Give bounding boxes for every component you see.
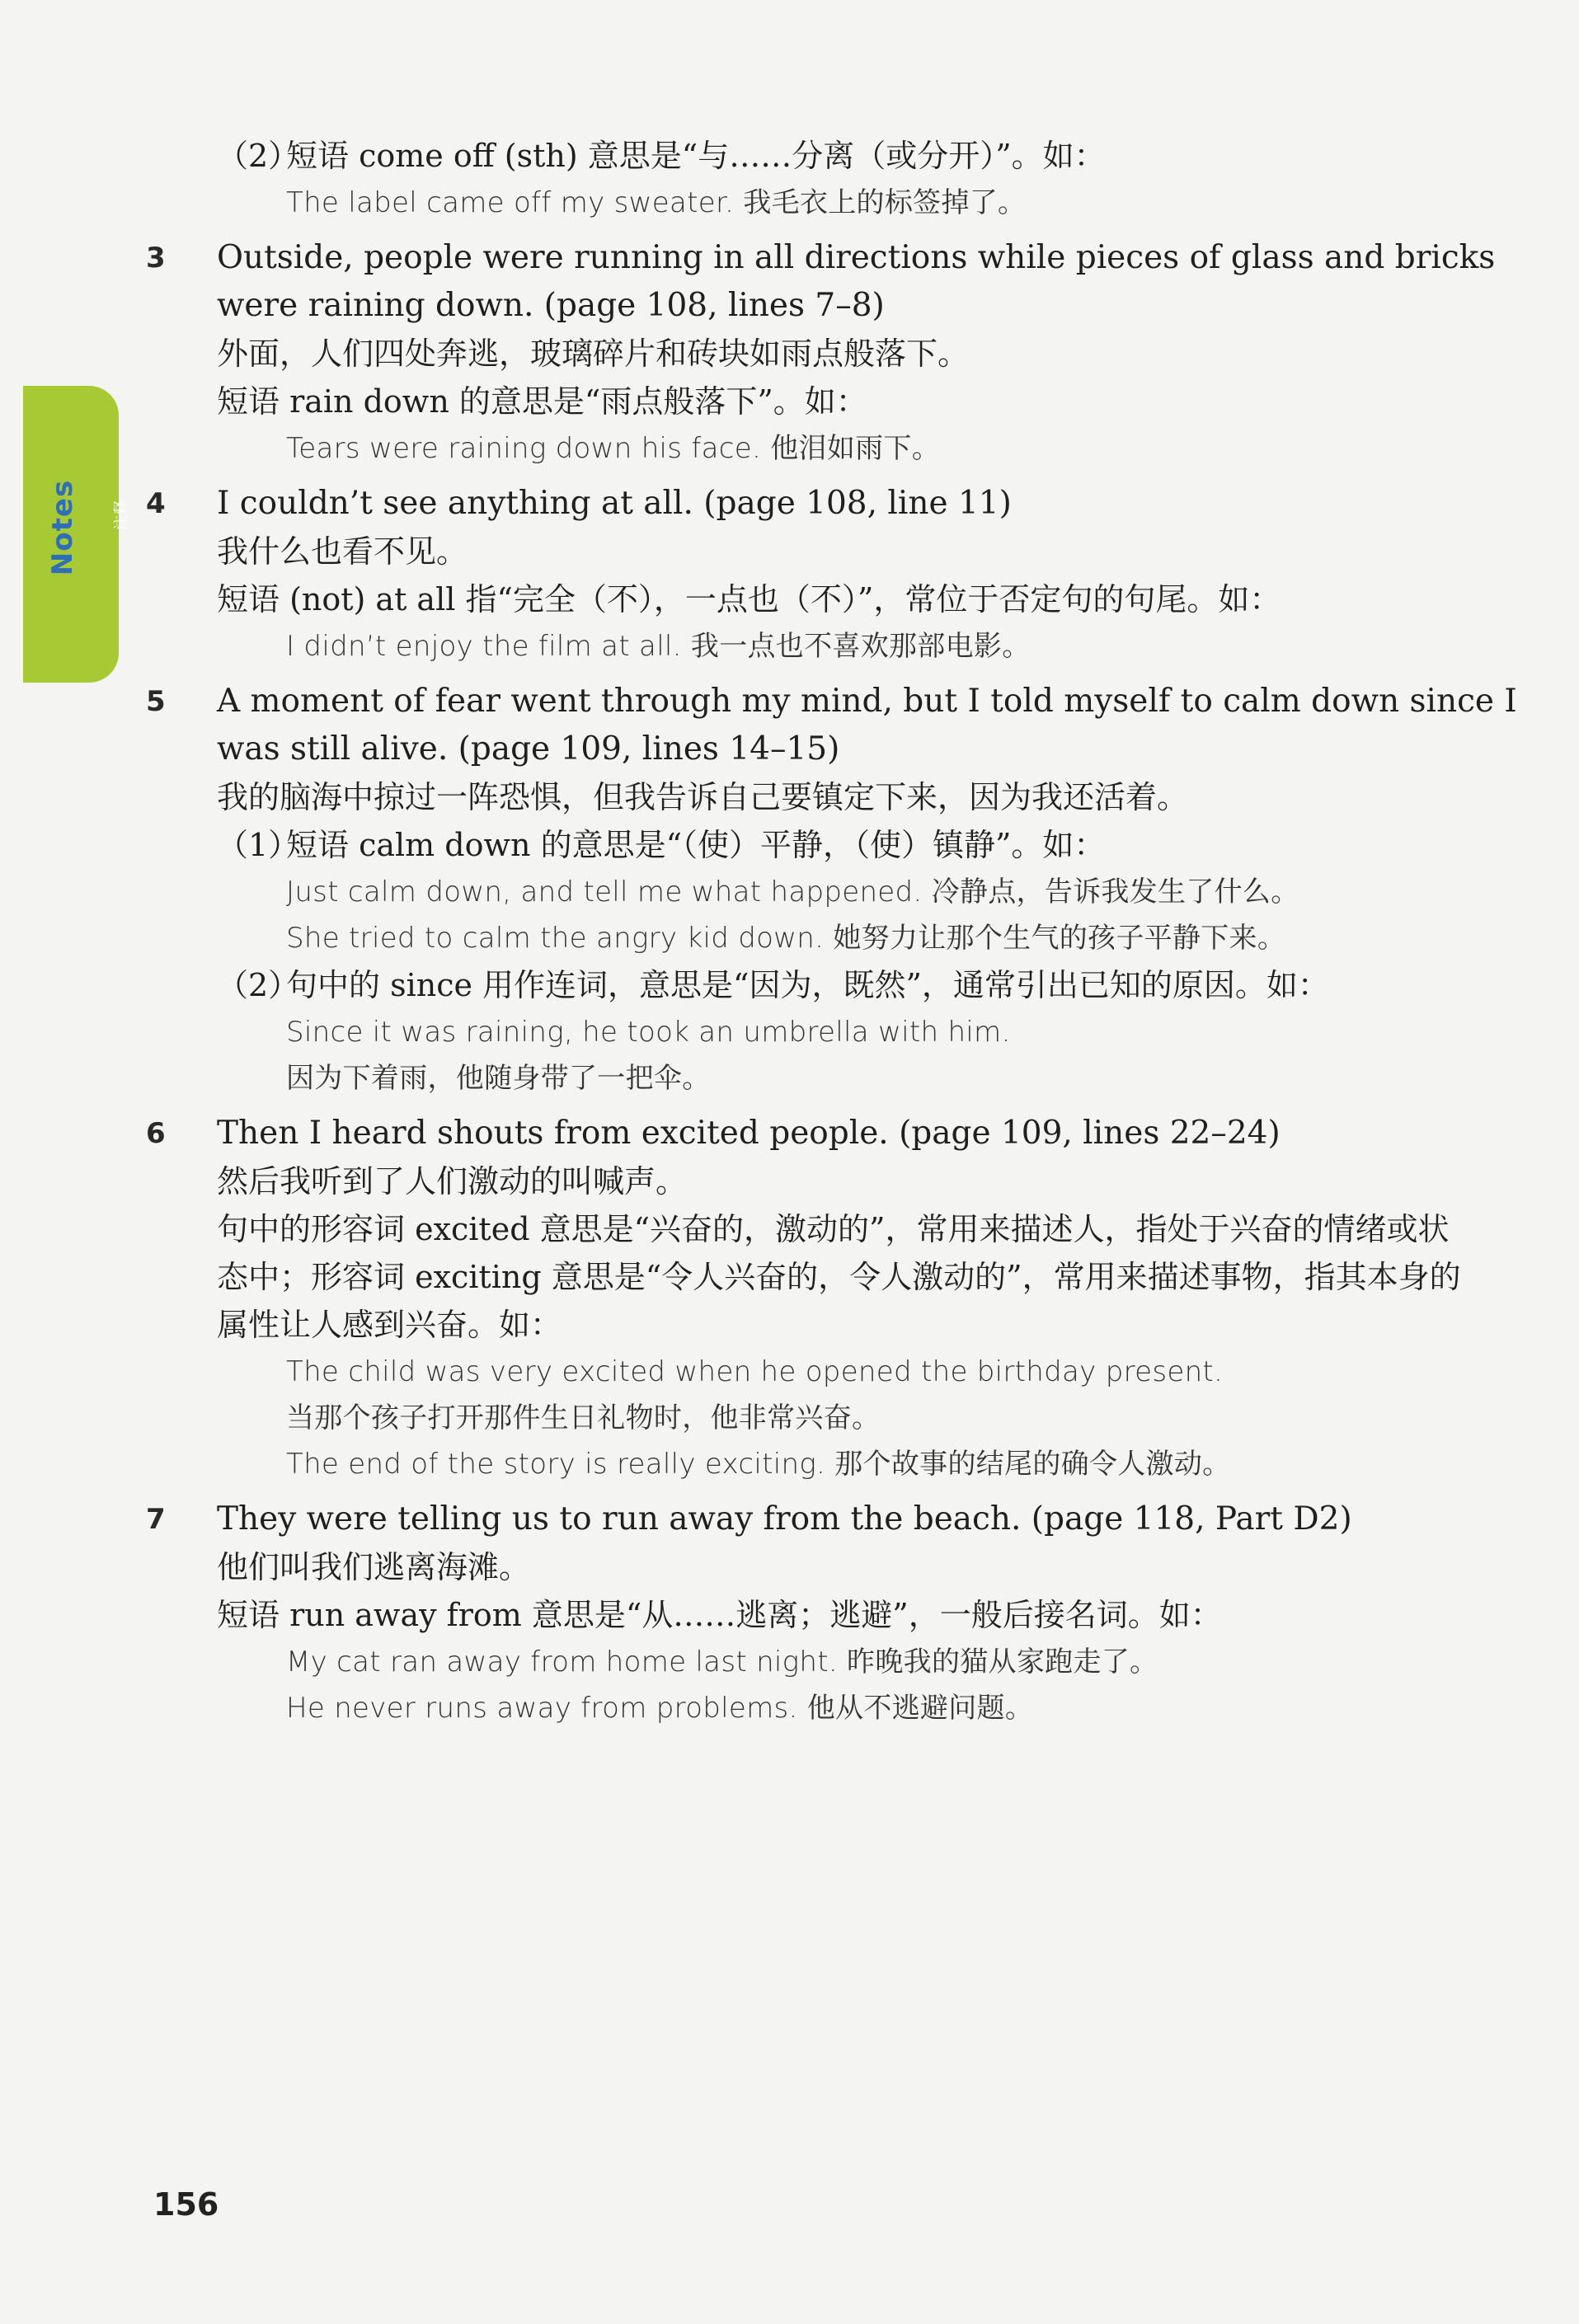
note-item [144,678,1530,1101]
example-sentence: She tried to calm the angry kid down. 她努力让那个生气的孩子平静下来。 [286,922,1286,955]
note-explanation: 短语 run away from 意思是“从……逃离；逃避”，一般后接名词。如： [217,1597,1222,1633]
note-number: 5 [146,685,166,718]
note-explanation: 态中；形容词 exciting 意思是“令人兴奋的，令人激动的”，常用来描述事物，指其本身的 [217,1259,1461,1295]
example-sentence: He never runs away from problems. 他从不逃避问题。 [286,1692,1034,1725]
note-sentence: were raining down. (page 108, lines 7–8) [217,287,885,324]
note-translation: 我什么也看不见。 [217,533,468,570]
note-sentence: Then I heard shouts from excited people. (page 109, lines 22–24) [217,1115,1281,1152]
note-translation: 他们叫我们逃离海滩。 [217,1549,531,1585]
note-number: 3 [146,242,166,275]
note-number: 4 [146,487,166,520]
note-sentence: They were telling us to run away from the beach. (page 118, Part D2) [217,1500,1352,1538]
sub-point: （2）句中的 since 用作连词，意思是“因为，既然”，通常引出已知的原因。如： [217,967,1329,1003]
note-translation: 外面，人们四处奔逃，玻璃碎片和砖块如雨点般落下。 [217,336,970,372]
note-translation: 然后我听到了人们激动的叫喊声。 [217,1163,688,1200]
example-sentence: 当那个孩子打开那件生日礼物时，他非常兴奋。 [286,1401,881,1434]
example-sentence: The end of the story is really exciting. 那个故事的结尾的确令人激动。 [286,1448,1231,1481]
note-item [144,1110,1530,1487]
example-sentence: The child was very excited when he opened the birthday present. [286,1355,1224,1388]
note-item [144,234,1530,472]
note-explanation: 短语 (not) at all 指“完全（不），一点也（不）”，常位于否定句的句尾。如： [217,581,1281,617]
notes-content [144,132,1530,1739]
sub-point: （2）短语 come off (sth) 意思是“与……分离（或分开）”。如： [217,138,1106,174]
note-number: 7 [146,1503,166,1536]
example-sentence: Since it was raining, he took an umbrella with him. [286,1016,1011,1049]
note-explanation: 句中的形容词 excited 意思是“兴奋的，激动的”，常用来描述人，指处于兴奋的情绪或状 [217,1211,1450,1247]
note-sentence: Outside, people were running in all directions while pieces of glass and bricks [217,239,1496,276]
example-sentence: My cat ran away from home last night. 昨晚我的猫从家跑走了。 [286,1646,1158,1678]
note-explanation: 短语 rain down 的意思是“雨点般落下”。如： [217,383,867,420]
page-number: 156 [153,2186,219,2223]
note-explanation: 属性让人感到兴奋。如： [217,1307,562,1343]
sub-point: （1）短语 calm down 的意思是“（使）平静，（使）镇静”。如： [217,827,1106,863]
example-sentence: The label came off my sweater. 我毛衣上的标签掉了。 [286,186,1027,219]
notes-tab-label: Notes [46,479,79,576]
example-sentence: 因为下着雨，他随身带了一把伞。 [286,1062,711,1095]
note-sentence: was still alive. (page 109, lines 14–15) [217,730,840,768]
note-sentence: I couldn’t see anything at all. (page 108, line 11) [217,485,1012,522]
note-item [144,132,1530,226]
note-item [144,480,1530,669]
note-number: 6 [146,1117,166,1150]
example-sentence: Tears were raining down his face. 他泪如雨下。 [286,432,941,465]
note-translation: 我的脑海中掠过一阵恐惧，但我告诉自己要镇定下来，因为我还活着。 [217,779,1189,815]
example-sentence: Just calm down, and tell me what happened. 冷静点，告诉我发生了什么。 [286,876,1299,908]
note-item [144,1495,1530,1731]
example-sentence: I didn’t enjoy the film at all. 我一点也不喜欢那部电影。 [286,630,1031,663]
note-sentence: A moment of fear went through my mind, but I told myself to calm down since I [217,683,1517,720]
notes-tab-label-cn: 注释 [113,499,130,530]
